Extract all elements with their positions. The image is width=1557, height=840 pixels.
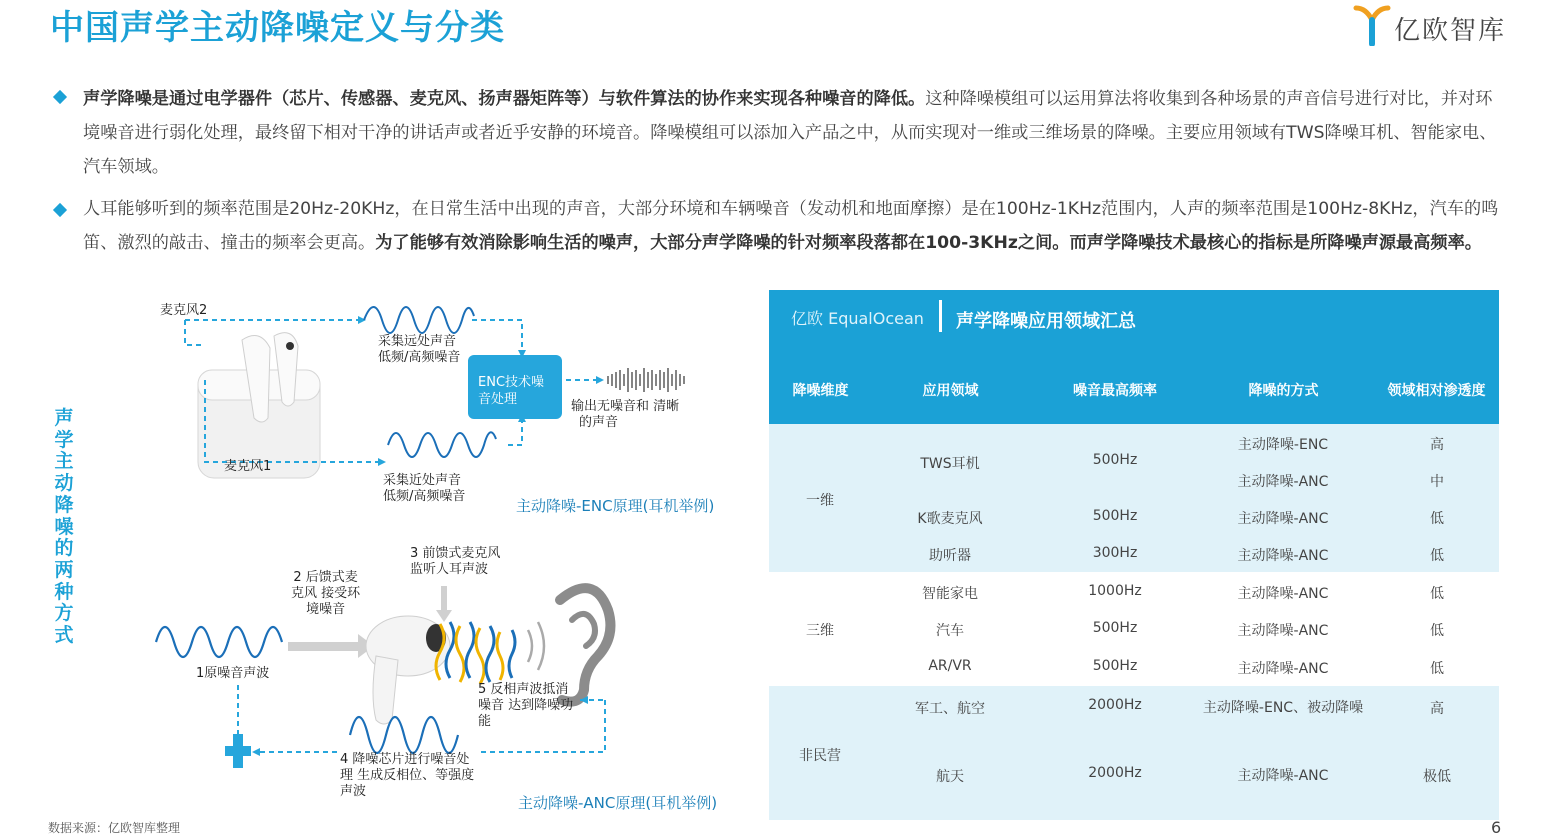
level-cell: 极低 — [1423, 769, 1451, 785]
level-cell: 低 — [1430, 586, 1444, 602]
method-cell: 主动降噪-ANC — [1237, 661, 1329, 677]
method-cell: 主动降噪-ANC — [1237, 548, 1329, 564]
table-column-headers — [769, 356, 1499, 424]
level-cell: 低 — [1430, 511, 1444, 527]
method-cell: 主动降噪-ANC — [1237, 586, 1329, 602]
field-cell: 助听器 — [929, 548, 971, 564]
diamond-bullet-icon — [53, 90, 67, 104]
method-cell: 主动降噪-ANC — [1237, 623, 1329, 639]
method-cell: 主动降噪-ANC — [1237, 511, 1329, 527]
method-cell: 主动降噪-ENC — [1237, 437, 1329, 453]
level-cell: 低 — [1430, 661, 1444, 677]
table-brand: 亿欧 EqualOcean — [791, 309, 924, 328]
freq-cell: 500Hz — [1092, 658, 1138, 674]
dimension-cell: 非民营 — [799, 748, 841, 764]
anc-step5: 5 反相声波抵消 噪音 达到降噪功 能 — [478, 682, 574, 729]
logo-icon — [1352, 4, 1392, 46]
level-cell: 低 — [1430, 548, 1444, 564]
anc-caption: 主动降噪-ANC原理(耳机举例) — [518, 794, 718, 812]
earbuds-case-icon — [198, 333, 320, 478]
field-cell: 航天 — [936, 769, 964, 785]
level-cell: 高 — [1430, 701, 1444, 717]
freq-cell: 300Hz — [1092, 545, 1138, 561]
col-field: 应用领域 — [922, 383, 979, 399]
col-penetration: 领域相对渗透度 — [1387, 383, 1486, 399]
field-cell: 军工、航空 — [915, 701, 985, 717]
output-waveform-icon — [608, 368, 684, 392]
col-method: 降噪的方式 — [1248, 383, 1319, 399]
mic1-label: 麦克风1 — [224, 459, 272, 474]
enc-caption: 主动降噪-ENC原理(耳机举例) — [516, 497, 715, 515]
field-cell: K歌麦克风 — [917, 511, 983, 527]
bullet-1-body: 这种降噪模组可以运用算法将收集到各种场景的声音信号进行对比，并对环境噪音进行弱化处理，最终留下相对干净的讲话声或者近乎安静的环境音。降噪模组可以添加入产品之中，从而实现对一维或三维场景的降噪。主要应用领域有TWS降噪耳机、智能家电、汽车领域。 — [83, 89, 1497, 177]
application-table — [769, 290, 1499, 820]
field-cell: 智能家电 — [922, 586, 978, 602]
table-header-bar — [769, 290, 1499, 356]
method-cell: 主动降噪-ENC、被动降噪 — [1202, 700, 1364, 716]
near-sound-label: 采集近处声音 低频/高频噪音 — [383, 473, 466, 504]
side-title: 声学主动降噪的两种方式 — [54, 407, 74, 647]
method-cell: 主动降噪-ANC — [1237, 768, 1329, 784]
freq-cell: 2000Hz — [1088, 765, 1142, 781]
freq-cell: 2000Hz — [1088, 697, 1142, 713]
bullet-2-bold: 为了能够有效消除影响生活的噪声，大部分声学降噪的针对频率段落都在100-3KHz之间。而声学降噪技术最核心的指标是所降噪声源最高频率。 — [375, 233, 1482, 253]
field-cell: TWS耳机 — [920, 456, 980, 472]
table-header-divider — [939, 300, 942, 332]
page-number: 6 — [1491, 818, 1502, 837]
far-sound-label: 采集远处声音 低频/高频噪音 — [378, 334, 461, 365]
bullet-2-body: 人耳能够听到的频率范围是20Hz-20KHz，在日常生活中出现的声音，大部分环境和车辆噪音（发动机和地面摩擦）是在100Hz-1KHz范围内，人声的频率范围是100Hz-8KHz，汽车的鸣笛、激烈的敲击、撞击的频率会更高。 — [83, 199, 1499, 253]
bullet-2-text — [83, 192, 1508, 260]
bullet-1-text — [83, 82, 1508, 184]
freq-cell: 1000Hz — [1088, 583, 1142, 599]
level-cell: 低 — [1430, 623, 1444, 639]
field-cell: AR/VR — [928, 658, 972, 674]
col-dimension: 降噪维度 — [792, 383, 849, 399]
anc-step2: 2 后馈式麦 克风 接受环 境噪音 — [291, 570, 361, 617]
dimension-cell: 三维 — [806, 623, 834, 639]
output-label: 输出无噪音和 清晰 的声音 — [571, 399, 680, 430]
freq-cell: 500Hz — [1092, 508, 1138, 524]
col-max-freq: 噪音最高频率 — [1073, 383, 1157, 399]
mic2-label: 麦克风2 — [160, 303, 208, 318]
anc-step4: 4 降噪芯片进行噪音处 理 生成反相位、等强度 声波 — [340, 752, 475, 799]
plus-icon — [225, 734, 251, 768]
method-cell: 主动降噪-ANC — [1237, 474, 1329, 490]
diamond-bullet-icon — [53, 203, 67, 217]
level-cell: 中 — [1430, 474, 1444, 490]
anc-step3: 3 前馈式麦克风 监听人耳声波 — [410, 546, 501, 577]
page-title: 中国声学主动降噪定义与分类 — [50, 8, 505, 48]
source-note: 数据来源：亿欧智库整理 — [48, 821, 181, 835]
dimension-cell: 一维 — [806, 493, 834, 509]
enc-processor-box: ENC技术噪 音处理 — [468, 355, 562, 419]
field-cell: 汽车 — [936, 623, 964, 639]
logo-text: 亿欧智库 — [1394, 16, 1507, 46]
freq-cell: 500Hz — [1092, 620, 1138, 636]
anc-step1: 1原噪音声波 — [196, 666, 270, 681]
logo — [1352, 4, 1522, 46]
bullet-1-bold: 声学降噪是通过电学器件（芯片、传感器、麦克风、扬声器矩阵等）与软件算法的协作来实现各种噪音的降低。 — [83, 89, 926, 109]
level-cell: 高 — [1430, 437, 1444, 453]
table-title: 声学降噪应用领域汇总 — [956, 311, 1136, 332]
freq-cell: 500Hz — [1092, 452, 1138, 468]
